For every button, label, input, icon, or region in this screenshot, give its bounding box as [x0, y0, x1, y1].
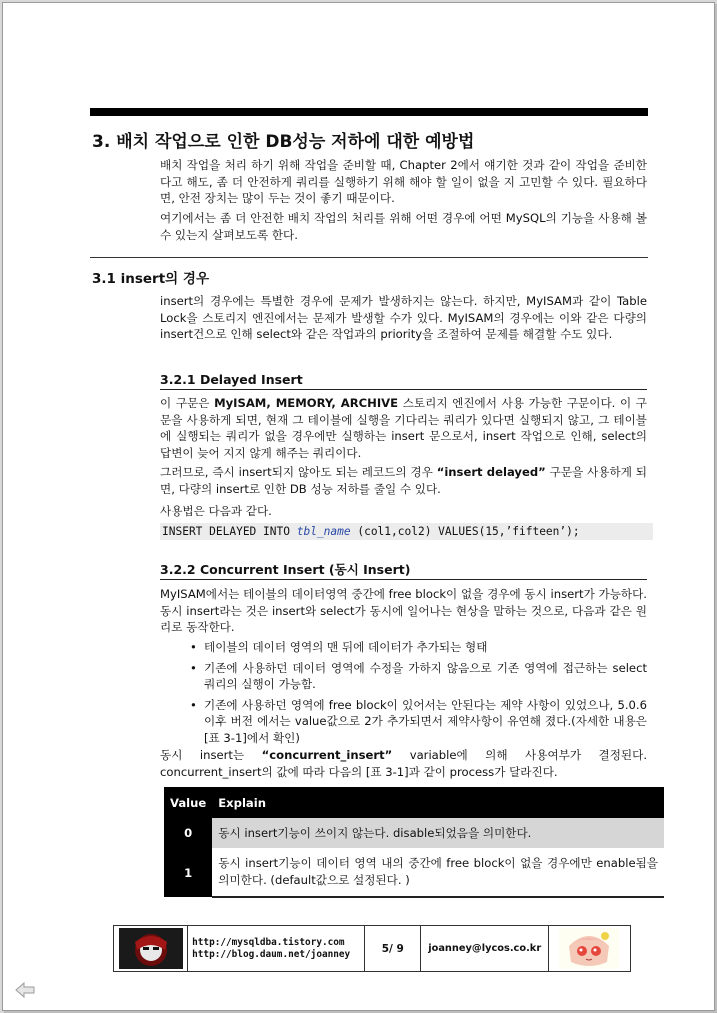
section-top-rule — [90, 108, 648, 116]
concurrent-insert-bullet-list — [190, 639, 647, 750]
table-cell-value: 1 — [164, 848, 212, 897]
table-row — [164, 818, 664, 848]
concurrent-insert-variable-paragraph: 동시 insert는 “concurrent_insert” variable에 의해 사용여부가 결정된다. concurrent_insert의 값에 따라 다음의 [표 3-1]과 같이 process가 달라진다. — [160, 748, 648, 779]
table-cell-explain: 동시 insert기능이 데이터 영역 내의 중간에 free block이 없을 경우에만 enable됨을 의미한다. (default값으로 설정된다. ) — [212, 848, 664, 897]
blog-link-daum[interactable]: http://blog.daum.net/joanney — [192, 948, 351, 960]
bullet-item: • 기존에 사용하던 데이터 영역에 수정을 가하지 않음으로 기존 영역에 접근하는 select 쿼리의 실행이 가능함. — [190, 660, 647, 693]
page-footer — [113, 925, 631, 972]
subsection-3-1-title: 3.1 insert의 경우 — [92, 271, 209, 287]
table-cell-explain: 동시 insert기능이 쓰이지 않는다. disable되었음을 의미한다. — [212, 818, 664, 848]
delayed-insert-paragraph-1: 이 구문은 MyISAM, MEMORY, ARCHIVE 스토리지 엔진에서 사용 가능한 구문이다. 이 구문을 사용하게 되면, 현재 그 테이블에 실행을 기다리는 쿼리가 있다면 실행되지 않고, 그 테이블에 실행되는 쿼리가 없을 경우에만 실행하는 insert 문으로서, insert 작업으로 인해, select의 답변이 늦어 지지 않게 해주는 쿼리이다. — [160, 396, 648, 460]
subsection-3-1-paragraph: insert의 경우에는 특별한 경우에 문제가 발생하지는 않는다. 하지만, MyISAM과 같이 Table Lock을 스토리지 엔진에서는 문제가 발생할 수가 있다. MyISAM의 경우에는 이와 같은 다량의 insert건으로 인해 select와 같은 작업과의 priority을 조절하여 문제를 해결할 수도 있다. — [160, 294, 647, 341]
insert-delayed-code: INSERT DELAYED INTO tbl_name (col1,col2) VALUES(15,’fifteen’); — [160, 523, 653, 540]
back-arrow-icon[interactable] — [14, 980, 36, 1000]
subsection-3-2-2-rule — [160, 579, 647, 580]
usage-label: 사용법은 다음과 같다. — [160, 504, 272, 518]
table-header-value: Value — [164, 787, 212, 818]
section-paragraph-2: 여기에서는 좀 더 안전한 배치 작업의 처리를 위해 어떤 경우에 어떤 MySQL의 기능을 사용해 볼 수 있는지 살펴보도록 한다. — [160, 211, 647, 242]
bullet-item: • 테이블의 데이터 영역의 맨 뒤에 데이터가 추가되는 형태 — [190, 639, 647, 656]
concurrent-insert-value-table — [164, 787, 664, 898]
page-number: 5/ 9 — [365, 926, 421, 971]
subsection-3-2-1-rule — [160, 389, 647, 390]
subsection-3-2-1-title: 3.2.1 Delayed Insert — [160, 372, 303, 387]
concurrent-insert-paragraph: MyISAM에서는 테이블의 데이터영역 중간에 free block이 없을 경우에 동시 insert가 가능하다. 동시 insert라는 것은 insert와 select가 동시에 일어나는 현상을 말하는 것으로, 다음과 같은 원리로 동작한다. — [160, 587, 647, 634]
dark-character-icon — [119, 928, 183, 969]
delayed-insert-paragraph-2: 그러므로, 즉시 insert되지 않아도 되는 레코드의 경우 “insert delayed” 구문을 사용하게 되면, 다량의 insert로 인한 DB 성능 저하를 줄일 수 있다. — [160, 465, 647, 496]
right-avatar-image — [549, 926, 630, 971]
bullet-item: • 기존에 사용하던 영역에 free block이 있어서는 안된다는 제약 사항이 있었으나, 5.0.6 이후 버전 에서는 value값으로 2가 추가되면서 제약사항이 유연해 졌다.(자세한 내용은 [표 3-1]에서 확인) — [190, 697, 647, 747]
section-paragraph-1: 배치 작업을 처리 하기 위해 작업을 준비할 때, Chapter 2에서 얘기한 것과 같이 작업을 준비한다고 해도, 좀 더 안전하게 쿼리를 실행하기 위해 해야 할 일이 없을 지 고민할 수 있다. 필요하다면, 안전 장치는 많이 두는 것이 좋기 때문이다. — [160, 158, 647, 205]
blog-link-tistory[interactable]: http://mysqldba.tistory.com — [192, 936, 345, 948]
section-divider — [90, 257, 648, 258]
subsection-3-2-2-title: 3.2.2 Concurrent Insert (동시 Insert) — [160, 562, 411, 577]
cute-character-icon — [559, 928, 619, 969]
table-header-row — [164, 787, 664, 818]
left-avatar-image — [114, 926, 188, 971]
section-title: 3. 배치 작업으로 인한 DB성능 저하에 대한 예방법 — [92, 132, 475, 152]
footer-links — [188, 926, 365, 971]
table-row — [164, 848, 664, 897]
table-cell-value: 0 — [164, 818, 212, 848]
table-header-explain: Explain — [212, 787, 664, 818]
author-email[interactable]: joanney@lycos.co.kr — [421, 926, 549, 971]
